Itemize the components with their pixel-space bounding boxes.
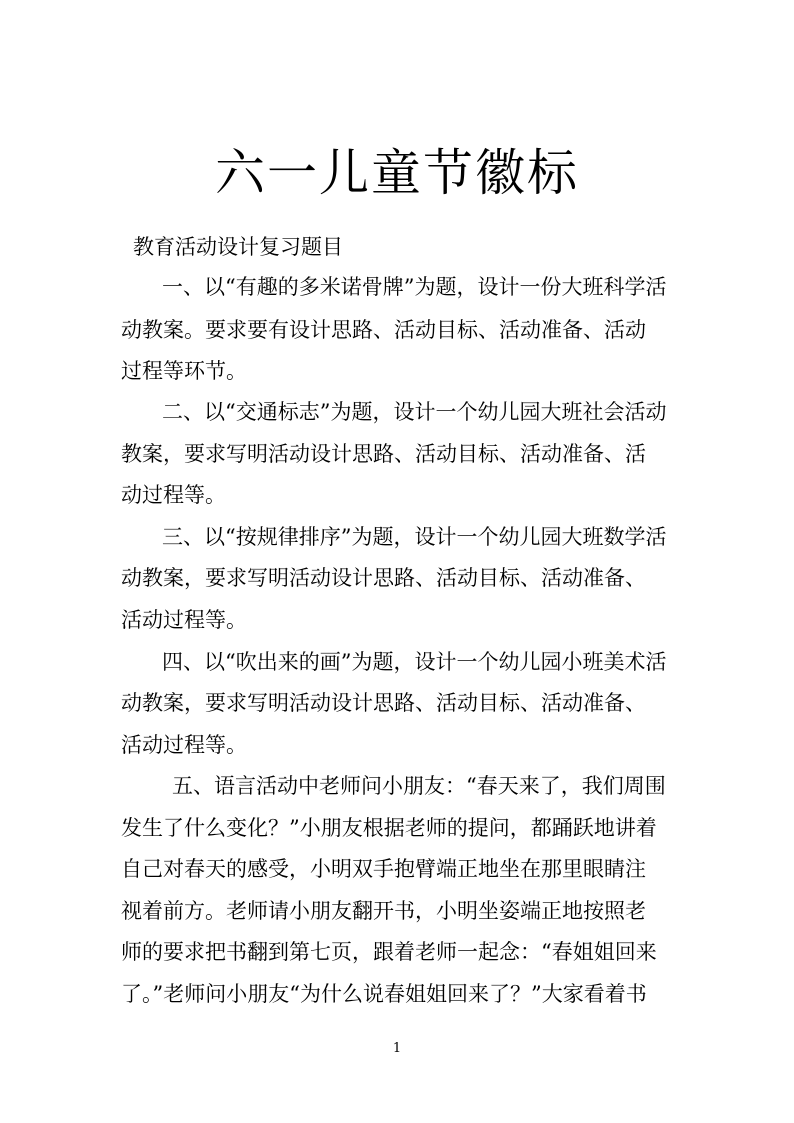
- question-5-line-4: 视着前方。老师请小朋友翻开书，小明坐姿端正地按照老: [121, 899, 646, 923]
- question-5-line-5: 师的要求把书翻到第七页，跟着老师一起念：“春姐姐回来: [121, 940, 657, 964]
- question-4-line-3: 活动过程等。: [121, 733, 247, 757]
- page-subtitle: 教育活动设计复习题目: [133, 235, 343, 259]
- question-3-line-2: 动教案，要求写明活动设计思路、活动目标、活动准备、: [121, 566, 646, 590]
- question-2-line-1: 二、以“交通标志”为题，设计一个幼儿园大班社会活动: [162, 400, 667, 424]
- question-2-line-3: 动过程等。: [121, 483, 226, 507]
- question-3-line-3: 活动过程等。: [121, 608, 247, 632]
- question-5-line-3: 自己对春天的感受，小明双手抱臂端正地坐在那里眼睛注: [121, 857, 646, 881]
- question-1-line-1: 一、以“有趣的多米诺骨牌”为题，设计一份大班科学活: [162, 275, 667, 299]
- question-5-line-1: 五、语言活动中老师问小朋友：“春天来了，我们周围: [172, 774, 666, 798]
- question-5-line-6: 了。”老师问小朋友“为什么说春姐姐回来了？”大家看着书: [121, 982, 647, 1006]
- question-4-line-2: 动教案，要求写明活动设计思路、活动目标、活动准备、: [121, 691, 646, 715]
- question-1-line-2: 动教案。要求要有设计思路、活动目标、活动准备、活动: [121, 318, 646, 342]
- page-title: 六一儿童节徽标: [215, 144, 579, 202]
- question-5-line-2: 发生了什么变化？”小朋友根据老师的提问，都踊跃地讲着: [121, 816, 657, 840]
- question-1-line-3: 过程等环节。: [121, 359, 247, 383]
- question-2-line-2: 教案，要求写明活动设计思路、活动目标、活动准备、活: [121, 442, 646, 466]
- question-3-line-1: 三、以“按规律排序”为题，设计一个幼儿园大班数学活: [162, 525, 667, 549]
- page-number: 1: [392, 1041, 402, 1056]
- question-4-line-1: 四、以“吹出来的画”为题，设计一个幼儿园小班美术活: [162, 650, 667, 674]
